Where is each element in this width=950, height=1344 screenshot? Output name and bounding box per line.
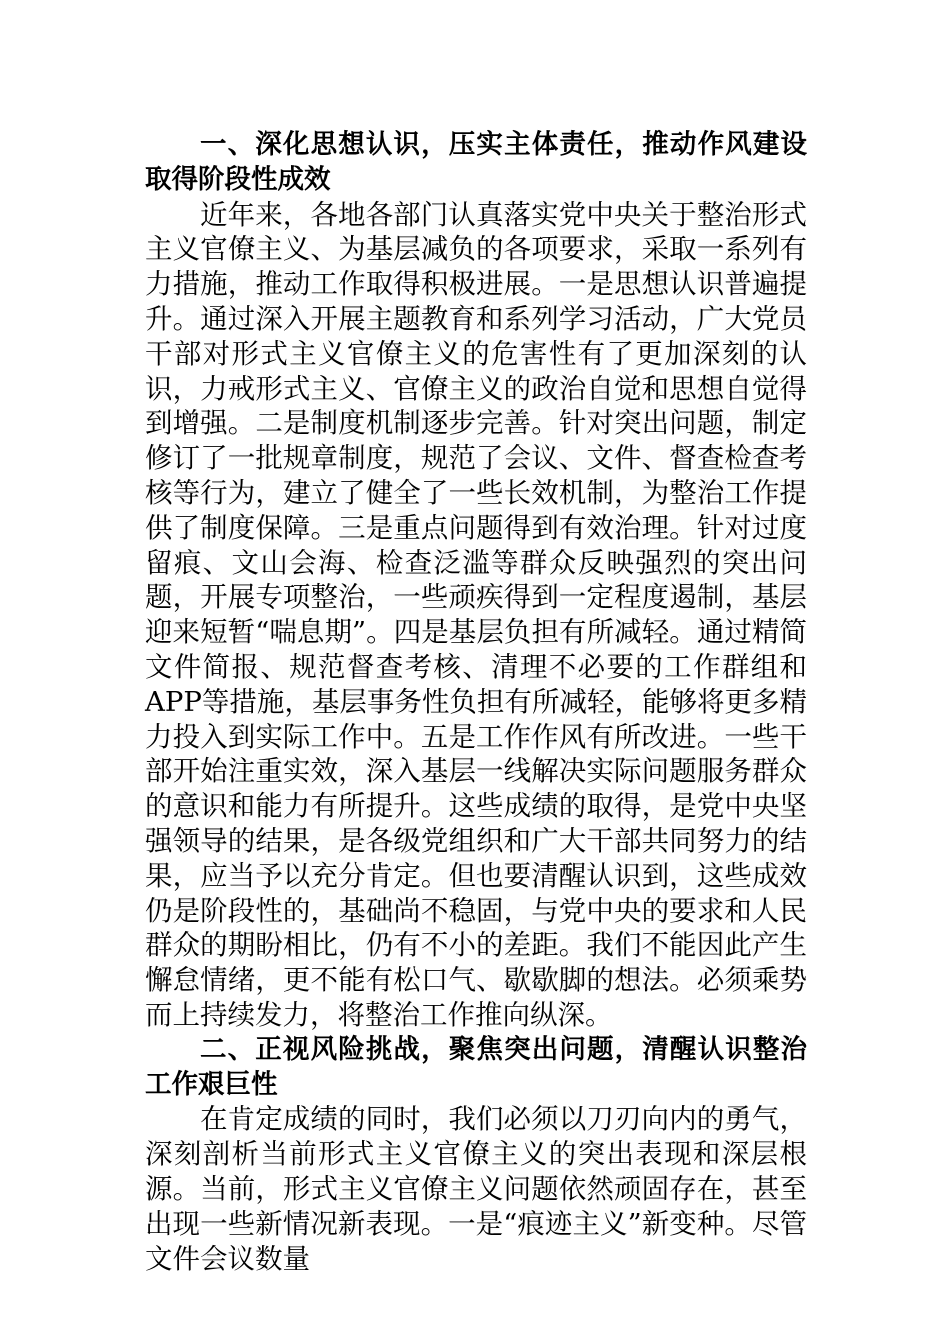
section-paragraph-2: 在肯定成绩的同时，我们必须以刀刃向内的勇气，深刻剖析当前形式主义官僚主义的突出表现和深层根源。当前，形式主义官僚主义问题依然顽固存在，甚至出现一些新情况新表现。一是“痕迹主义”新变种。尽管文件会议数量 <box>145 1103 807 1275</box>
document-body <box>145 128 807 1276</box>
section-heading-1: 一、深化思想认识，压实主体责任，推动作风建设取得阶段性成效 <box>145 129 807 195</box>
section-heading-2: 二、正视风险挑战，聚焦突出问题，清醒认识整治工作艰巨性 <box>145 1033 807 1100</box>
section-paragraph-1: 近年来，各地各部门认真落实党中央关于整治形式主义官僚主义、为基层减负的各项要求，采取一系列有力措施，推动工作取得积极进展。一是思想认识普遍提升。通过深入开展主题教育和系列学习活动，广大党员干部对形式主义官僚主义的危害性有了更加深刻的认识，力戒形式主义、官僚主义的政治自觉和思想自觉得到增强。二是制度机制逐步完善。针对突出问题，制定修订了一批规章制度，规范了会议、文件、督查检查考核等行为，建立了健全了一些长效机制，为整治工作提供了制度保障。三是重点问题得到有效治理。针对过度留痕、文山会海、检查泛滥等群众反映强烈的突出问题，开展专项整治，一些顽疾得到一定程度遏制，基层迎来短暂“喘息期”。四是基层负担有所减轻。通过精简文件简报、规范督查考核、清理不必要的工作群组和APP等措施，基层事务性负担有所减轻，能够将更多精力投入到实际工作中。五是工作作风有所改进。一些干部开始注重实效，深入基层一线解决实际问题服务群众的意识和能力有所提升。这些成绩的取得，是党中央坚强领导的结果，是各级党组织和广大干部共同努力的结果，应当予以充分肯定。但也要清醒认识到，这些成效仍是阶段性的，基础尚不稳固，与党中央的要求和人民群众的期盼相比，仍有不小的差距。我们不能因此产生懈怠情绪，更不能有松口气、歇歇脚的想法。必须乘势而上持续发力，将整治工作推向纵深。 <box>145 198 807 1031</box>
